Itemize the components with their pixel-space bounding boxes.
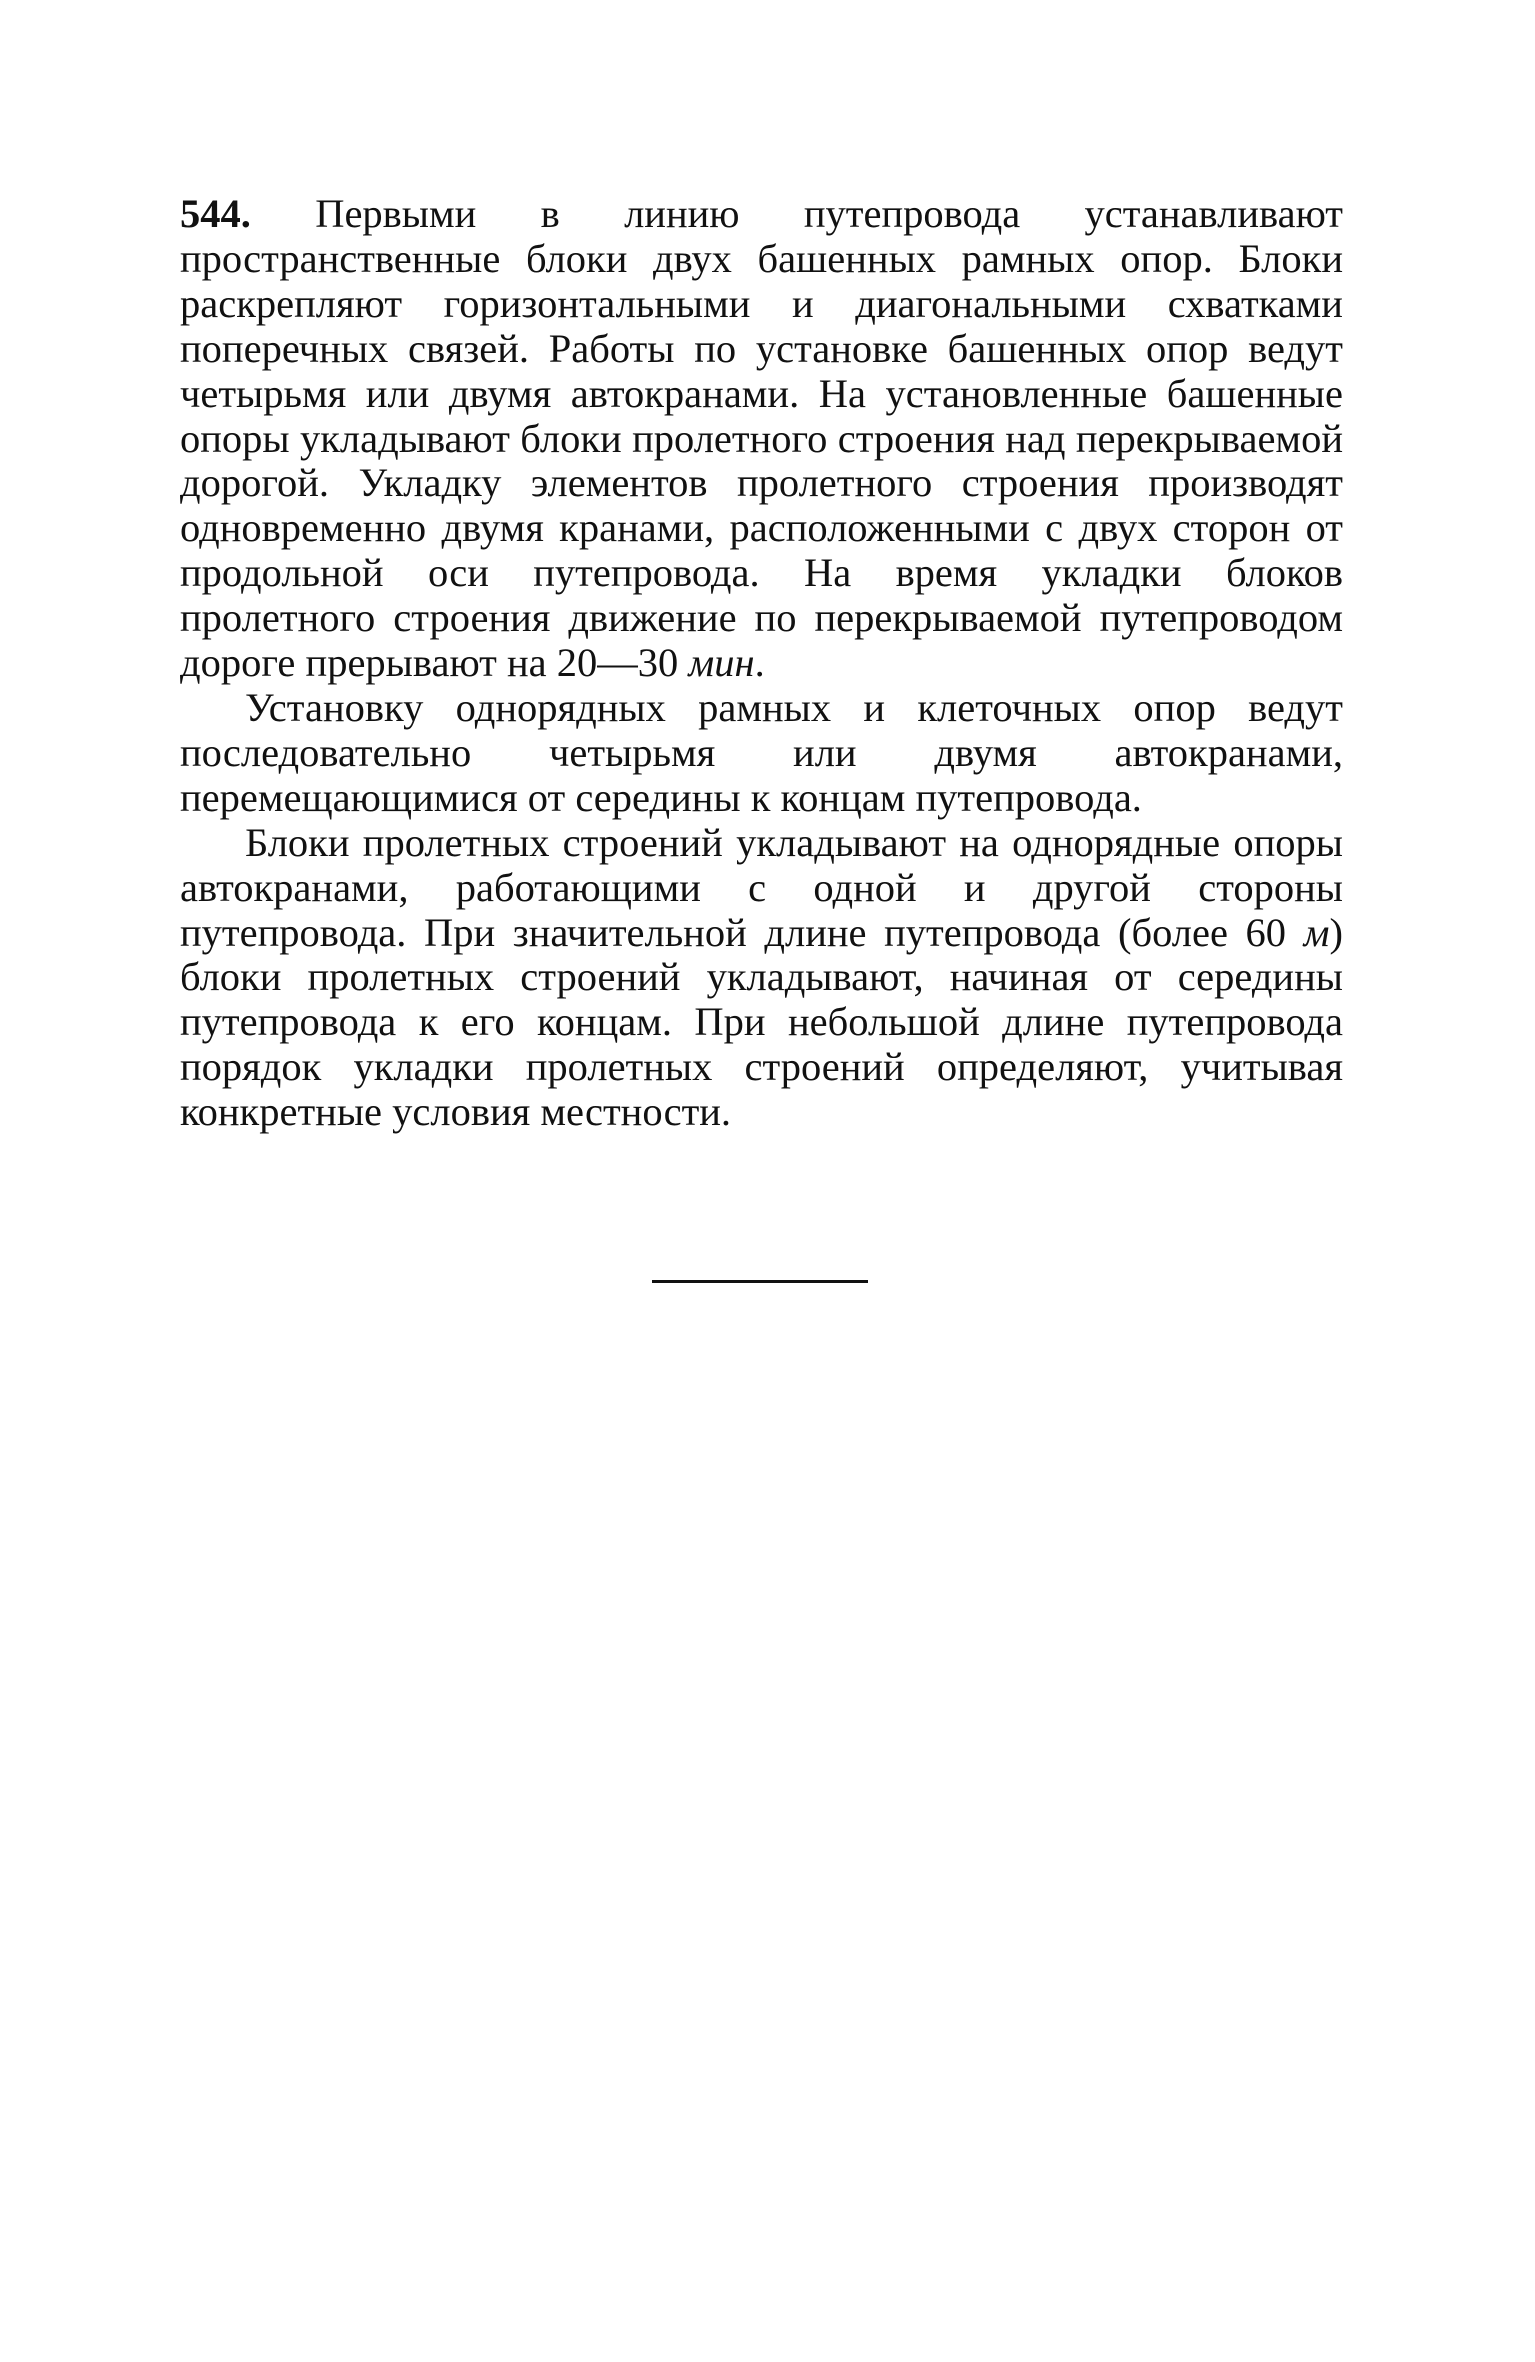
section-end-rule bbox=[652, 1280, 868, 1283]
paragraph-support-installation-text: Установку однорядных рамных и клеточных опор ведут последовательно четырьмя или двумя автокранами, перемещающимися от середины к концам путепровода. bbox=[180, 684, 1343, 820]
unit-meters: м bbox=[1303, 909, 1330, 955]
paragraph-544 bbox=[180, 192, 1343, 686]
paragraph-544-end: . bbox=[754, 640, 765, 686]
paragraph-span-placement bbox=[180, 821, 1343, 1135]
paragraph-span-placement-text-2: ) блоки пролетных строений укладывают, начиная от середины путепровода к его концам. При небольшой длине путепровода порядок укладки пролетных строений определяют, учитывая конкретные условия местности. bbox=[180, 909, 1343, 1135]
paragraph-number: 544. bbox=[180, 191, 251, 236]
body-text bbox=[180, 192, 1343, 1135]
paragraph-544-text: Первыми в линию путепровода устанавливают пространственные блоки двух башенных рамных опор. Блоки раскрепляют горизонтальными и диагональными схватками поперечных связей. Работы по установке башенных опор ведут четырьмя или двумя автокранами. На установленные башенные опоры укладывают блоки пролетного строения над перекрываемой дорогой. Укладку элементов пролетного строения производят одновременно двумя кранами, расположенными с двух сторон от продольной оси путепровода. На время укладки блоков пролетного строения движение по перекрываемой путепроводом дороге прерывают на 20—30 bbox=[180, 191, 1343, 686]
unit-minutes: мин bbox=[688, 640, 755, 686]
paragraph-span-placement-text-1: Блоки пролетных строений укладывают на однорядные опоры автокранами, работающими с одной и другой стороны путепровода. При значительной длине путепровода (более 60 bbox=[180, 819, 1343, 955]
paragraph-support-installation bbox=[180, 686, 1343, 821]
